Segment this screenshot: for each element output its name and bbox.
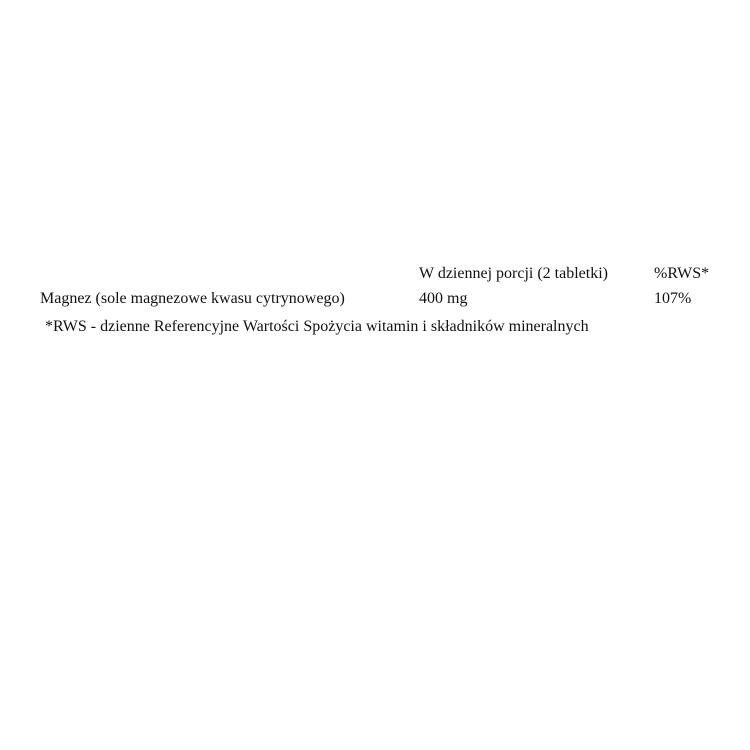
ingredient-name: Magnez (sole magnezowe kwasu cytrynowego) [40, 290, 345, 307]
column-header-rws: %RWS* [654, 265, 710, 282]
ingredient-amount: 400 mg [419, 290, 468, 307]
rws-footnote: *RWS - dzienne Referencyjne Wartości Spożycia witamin i składników mineralnych [45, 318, 589, 335]
column-header-daily-portion: W dziennej porcji (2 tabletki) [419, 265, 608, 282]
ingredient-rws-percent: 107% [654, 290, 692, 307]
